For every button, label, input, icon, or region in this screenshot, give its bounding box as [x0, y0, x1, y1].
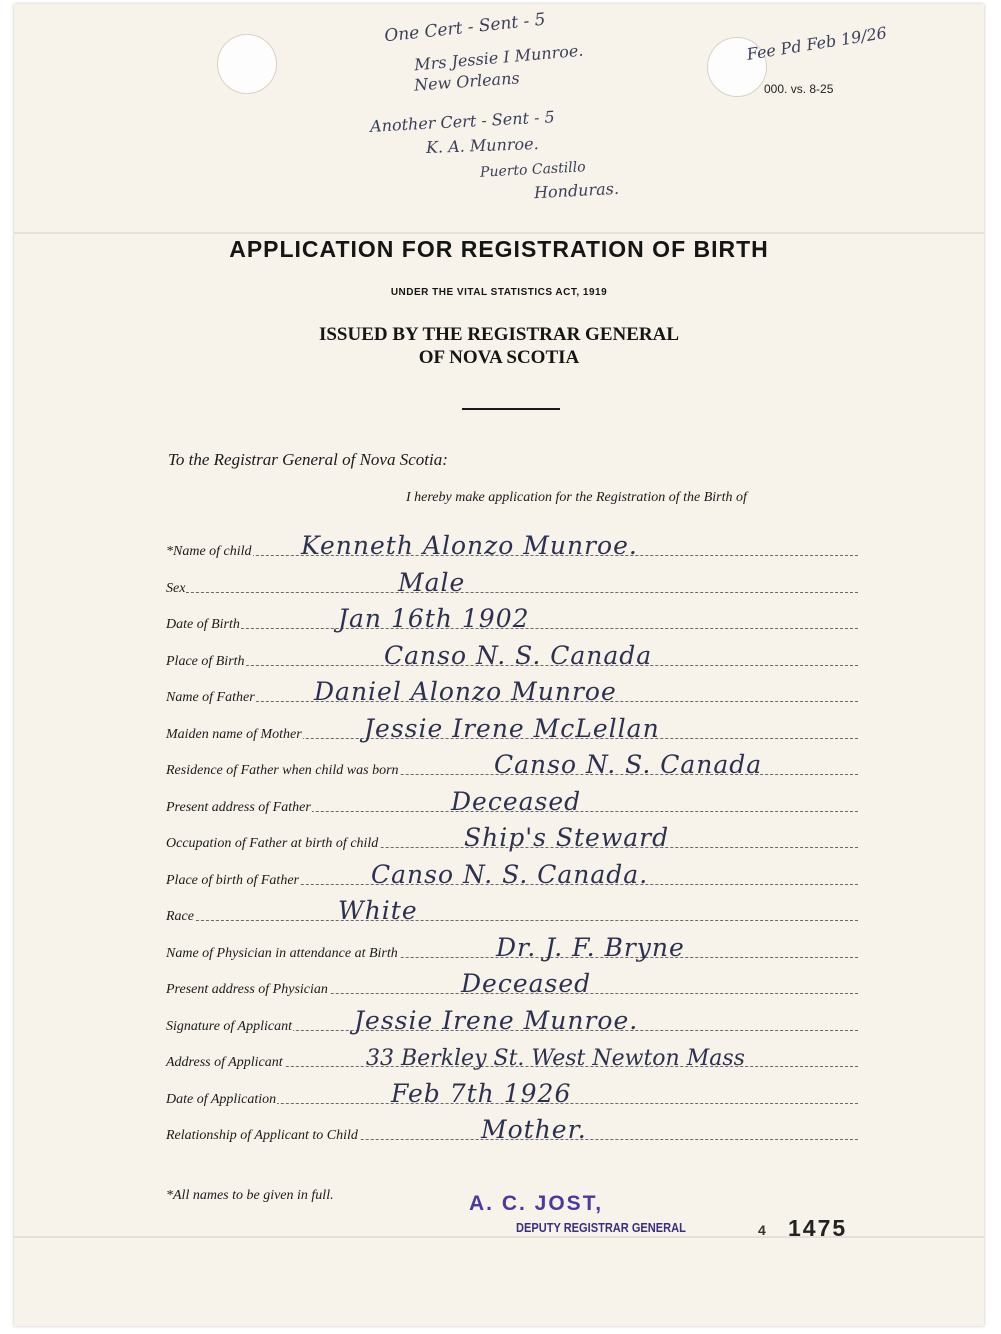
field-relationship-of-applicant	[166, 1116, 858, 1146]
field-value: Jan 16th 1902	[338, 604, 530, 633]
field-label: Present address of Father	[166, 800, 311, 815]
field-label: *Name of child	[166, 544, 252, 559]
title-divider	[462, 408, 560, 410]
field-value: Jessie Irene McLellan	[364, 714, 660, 743]
field-name-of-father	[166, 678, 858, 708]
intro-line: I hereby make application for the Registration of the Birth of	[406, 490, 747, 505]
registrar-stamp-role: DEPUTY REGISTRAR GENERAL	[516, 1220, 686, 1235]
field-place-of-birth-of-father	[166, 861, 858, 891]
field-label: Place of birth of Father	[166, 873, 299, 888]
field-present-address-of-father	[166, 788, 858, 818]
registrar-stamp-name: A. C. JOST,	[469, 1192, 604, 1215]
field-label: Sex	[166, 581, 186, 596]
field-value: Canso N. S. Canada	[494, 750, 763, 779]
document-page	[14, 4, 984, 1326]
field-label: Maiden name of Mother	[166, 727, 302, 742]
field-value: Mother.	[481, 1115, 587, 1144]
field-label: Name of Father	[166, 690, 255, 705]
registration-volume: 4	[758, 1222, 766, 1238]
field-name-of-physician	[166, 934, 858, 964]
annotation-line: K. A. Munroe.	[425, 134, 539, 157]
field-signature-of-applicant	[166, 1007, 858, 1037]
form-number: 000. vs. 8-25	[764, 82, 834, 96]
field-value: Male	[398, 568, 466, 597]
field-name-of-child	[166, 532, 858, 562]
field-value: Deceased	[451, 787, 582, 816]
annotation-line: Another Cert - Sent - 5	[369, 107, 556, 136]
addressee-line: To the Registrar General of Nova Scotia:	[168, 450, 448, 469]
field-place-of-birth	[166, 642, 858, 672]
field-label: Present address of Physician	[166, 982, 328, 997]
field-label: Occupation of Father at birth of child	[166, 836, 379, 851]
annotation-line: Honduras.	[533, 178, 620, 203]
field-value: Daniel Alonzo Munroe	[314, 677, 617, 706]
field-maiden-name-of-mother	[166, 715, 858, 745]
annotation-line: Puerto Castillo	[479, 159, 587, 181]
paper-fold	[14, 232, 984, 234]
field-address-of-applicant	[166, 1043, 858, 1073]
punch-hole-left	[217, 34, 277, 94]
field-occupation-of-father	[166, 824, 858, 854]
field-value: 33 Berkley St. West Newton Mass	[366, 1046, 745, 1071]
issuer-line-1: ISSUED BY THE REGISTRAR GENERAL	[318, 324, 680, 345]
annotation-line: New Orleans	[413, 68, 521, 95]
field-residence-of-father	[166, 751, 858, 781]
field-value: Feb 7th 1926	[391, 1079, 572, 1108]
footnote: *All names to be given in full.	[166, 1188, 334, 1203]
field-label: Race	[166, 909, 194, 924]
issuer-line-2: OF NOVA SCOTIA	[418, 347, 580, 368]
field-label: Name of Physician in attendance at Birth	[166, 946, 398, 961]
field-label: Place of Birth	[166, 654, 245, 669]
registration-number: 1475	[788, 1215, 848, 1241]
form-title: APPLICATION FOR REGISTRATION OF BIRTH	[229, 236, 769, 262]
field-label: Residence of Father when child was born	[166, 763, 399, 778]
field-value: White	[338, 896, 418, 925]
field-value: Deceased	[461, 969, 592, 998]
field-value: Canso N. S. Canada.	[371, 860, 649, 889]
field-date-of-application	[166, 1080, 858, 1110]
field-value: Dr. J. F. Bryne	[496, 933, 685, 962]
field-label: Address of Applicant	[166, 1055, 283, 1070]
field-label: Signature of Applicant	[166, 1019, 292, 1034]
field-date-of-birth	[166, 605, 858, 635]
annotation-line: Mrs Jessie I Munroe.	[413, 40, 585, 75]
annotation-line: One Cert - Sent - 5	[383, 9, 547, 47]
field-value: Ship's Steward	[464, 823, 670, 852]
field-value: Canso N. S. Canada	[384, 641, 653, 670]
field-label: Relationship of Applicant to Child	[166, 1128, 358, 1143]
fee-paid-note: Fee Pd Feb 19/26	[745, 23, 889, 64]
form-subtitle: UNDER THE VITAL STATISTICS ACT, 1919	[390, 287, 608, 298]
field-present-address-of-physician	[166, 970, 858, 1000]
field-value: Kenneth Alonzo Munroe.	[301, 531, 638, 560]
field-label: Date of Application	[166, 1092, 277, 1107]
field-race	[166, 897, 858, 927]
field-value: Jessie Irene Munroe.	[354, 1006, 639, 1035]
field-sex	[166, 569, 858, 599]
field-label: Date of Birth	[166, 617, 240, 632]
